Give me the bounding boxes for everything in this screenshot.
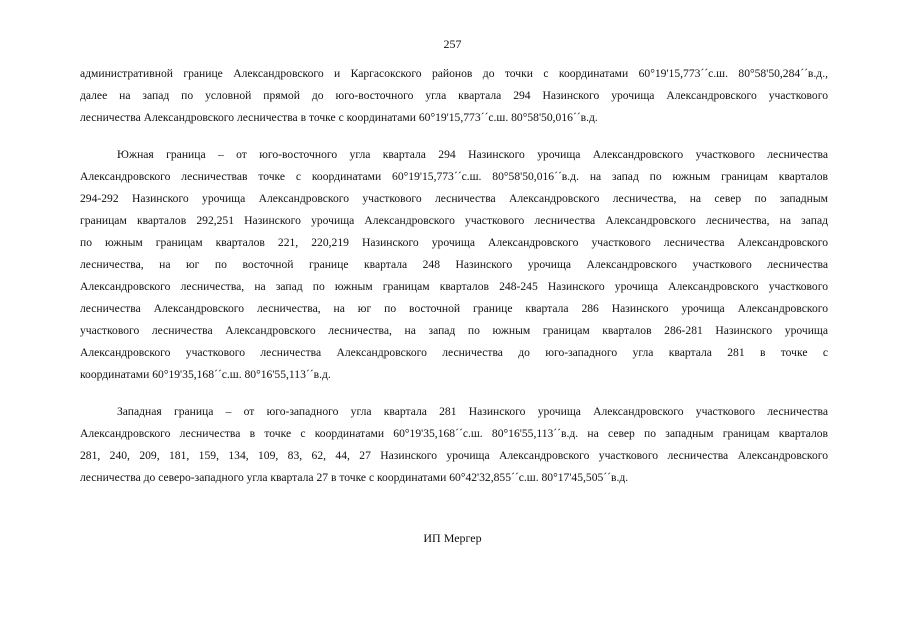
text-line: Западная граница – от юго-западного угла квартала 281 Назинского урочища Александровского участкового лесничества bbox=[117, 405, 828, 418]
text-line: участкового лесничества Александровского лесничества, на запад по южным границам кварталов 286-281 Назинского урочища bbox=[80, 324, 828, 337]
text-line: Александровского лесничества в точке с координатами 60°19'35,168´´с.ш. 80°16'55,113´´в.д. на север по западным границам кварталов bbox=[80, 427, 828, 440]
signature: ИП Мергер bbox=[423, 531, 482, 545]
text-line: лесничества Александровского лесничества в точке с координатами 60°19'15,773´´с.ш. 80°58'50,016´´в.д. bbox=[80, 111, 598, 124]
text-line: 281, 240, 209, 181, 159, 134, 109, 83, 62, 44, 27 Назинского урочища Александровского участкового лесничества Александровского bbox=[80, 449, 828, 462]
text-line: 294-292 Назинского урочища Александровского участкового лесничества Александровского лесничества, на север по западным bbox=[80, 192, 828, 205]
text-line: Александровского лесничествав точке с координатами 60°19'15,773´´с.ш. 80°58'50,016´´в.д. на запад по южным границам кварталов bbox=[80, 170, 828, 183]
text-line: административной границе Александровского и Каргасокского районов до точки с координатами 60°19'15,773´´с.ш. 80°58'50,284´´в.д., bbox=[80, 67, 828, 80]
text-line: далее на запад по условной прямой до юго-восточного угла квартала 294 Назинского урочища Александровского участкового bbox=[80, 89, 828, 102]
text-line: границам кварталов 292,251 Назинского урочища Александровского участкового лесничества Александровского лесничества, на запад bbox=[80, 214, 828, 227]
text-line: по южным границам кварталов 221, 220,219 Назинского урочища Александровского участкового лесничества Александровского bbox=[80, 236, 828, 249]
text-line: Южная граница – от юго-восточного угла квартала 294 Назинского урочища Александровского участкового лесничества bbox=[117, 148, 828, 161]
text-line: координатами 60°19'35,168´´с.ш. 80°16'55,113´´в.д. bbox=[80, 368, 331, 381]
text-line: Александровского участкового лесничества Александровского лесничества до юго-западного угла квартала 281 в точке с bbox=[80, 346, 828, 359]
text-line: лесничества Александровского лесничества, на юг по восточной границе квартала 286 Назинского урочища Александровского bbox=[80, 302, 828, 315]
page-number: 257 bbox=[443, 37, 462, 51]
text-line: Александровского лесничества, на запад по южным границам кварталов 248-245 Назинского урочища Александровского участкового bbox=[80, 280, 828, 293]
text-line: лесничества до северо-западного угла квартала 27 в точке с координатами 60°42'32,855´´с.ш. 80°17'45,505´´в.д. bbox=[80, 471, 629, 484]
text-line: лесничества, на юг по восточной границе квартала 248 Назинского урочища Александровского участкового лесничества bbox=[80, 258, 828, 271]
